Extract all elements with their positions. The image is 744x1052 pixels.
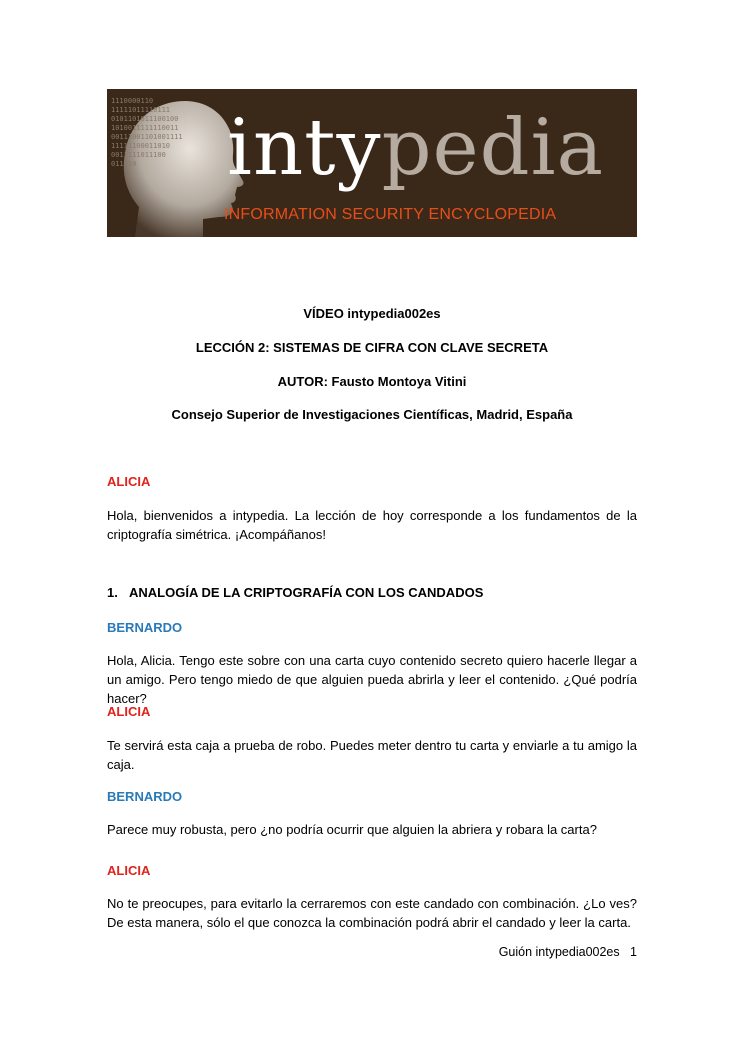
institution-line: Consejo Superior de Investigaciones Científicas, Madrid, España <box>171 407 573 422</box>
speaker-alicia: ALICIA <box>107 704 151 719</box>
lesson-title: LECCIÓN 2: SISTEMAS DE CIFRA CON CLAVE SECRETA <box>195 340 549 355</box>
speaker-alicia: ALICIA <box>107 474 151 489</box>
dialogue-text: Hola, Alicia. Tengo este sobre con una carta cuyo contenido secreto quiero hacerle llegar a un amigo. Pero tengo miedo de que alguien pueda abrirla y leer el contenido. ¿Qué podría hacer? <box>107 653 637 706</box>
author-line: AUTOR: Fausto Montoya Vitini <box>277 374 467 389</box>
speaker-bernardo: BERNARDO <box>107 620 183 635</box>
intypedia-banner <box>107 89 637 237</box>
dialogue-text: Parece muy robusta, pero ¿no podría ocurrir que alguien la abriera y robara la carta? <box>107 822 597 837</box>
binary-pattern: 1110000110 11111011110111 0101101011100100 1010011111110011 00111001101001111 11111100011010 0011111011100 011010 <box>111 97 183 168</box>
speaker-bernardo: BERNARDO <box>107 789 183 804</box>
logo-part-pedia: pedia <box>381 103 605 193</box>
dialogue-text: Hola, bienvenidos a intypedia. La lección de hoy corresponde a los fundamentos de la criptografía simétrica. ¡Acompáñanos! <box>107 508 637 542</box>
logo-part-inty: inty <box>227 103 382 193</box>
section-heading <box>107 585 483 600</box>
dialogue-text: Te servirá esta caja a prueba de robo. Puedes meter dentro tu carta y enviarle a tu amigo la caja. <box>107 738 637 772</box>
section-title: ANALOGÍA DE LA CRIPTOGRAFÍA CON LOS CANDADOS <box>129 585 484 600</box>
speaker-alicia: ALICIA <box>107 863 151 878</box>
dialogue-text: No te preocupes, para evitarlo la cerraremos con este candado con combinación. ¿Lo ves? De esta manera, sólo el que conozca la combinación podrá abrir el candado y leer la carta. <box>107 896 637 930</box>
page-footer: Guión intypedia002es 1 <box>498 945 637 959</box>
section-number: 1. <box>107 585 118 600</box>
banner-tagline: INFORMATION SECURITY ENCYCLOPEDIA <box>224 206 557 223</box>
video-title: VÍDEO intypedia002es <box>303 306 441 321</box>
intypedia-logo <box>227 103 604 193</box>
